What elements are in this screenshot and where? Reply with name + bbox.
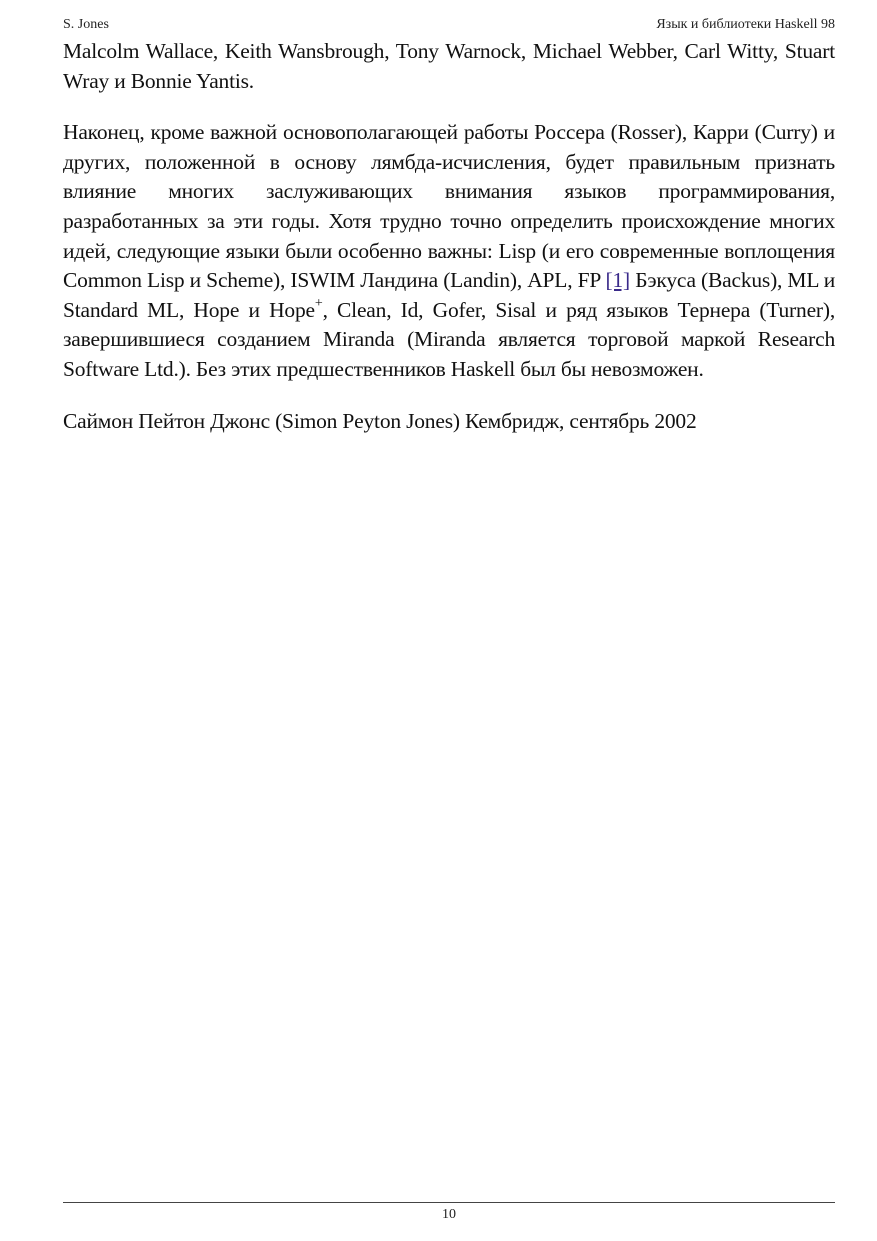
superscript-plus: + <box>314 295 323 311</box>
footer-divider <box>63 1202 835 1203</box>
header-title: Язык и библиотеки Haskell 98 <box>656 17 835 32</box>
page-number: 10 <box>442 1207 456 1222</box>
paragraph-text: , Clean, Id, Gofer, Sisal и ряд языков Тернера (Turner), завершившиеся созданием Miranda (Miranda является торговой маркой Research Software Ltd.). Без этих предшественников Haskell был бы невозможен. <box>63 297 836 381</box>
paragraph-text: Бэкуса (Backus), ML и Standard ML, Hope и Hope <box>63 268 835 322</box>
paragraph-influences <box>63 118 835 384</box>
header-author: S. Jones <box>63 17 109 32</box>
paragraph-acknowledgements-end: Malcolm Wallace, Keith Wansbrough, Tony Warnock, Michael Webber, Carl Witty, Stuart Wray и Bonnie Yantis. <box>63 39 835 93</box>
page-header <box>63 16 835 34</box>
page-body <box>63 37 835 458</box>
citation-link[interactable]: [1] <box>605 268 631 293</box>
paragraph-text: Наконец, кроме важной основополагающей работы Россера (Rosser), Карри (Curry) и других, положенной в основу лямбда-исчисления, будет правильным признать влияние многих заслуживающих внимания языков программирования, разработанных за эти годы. Хотя трудно точно определить происхождение многих идей, следующие языки были особенно важны: Lisp (и его современные воплощения Common Lisp и Scheme), ISWIM Ландина (Landin), APL, FP <box>63 120 835 293</box>
paragraph-signature: Саймон Пейтон Джонс (Simon Peyton Jones) Кембридж, сентябрь 2002 <box>63 408 697 433</box>
